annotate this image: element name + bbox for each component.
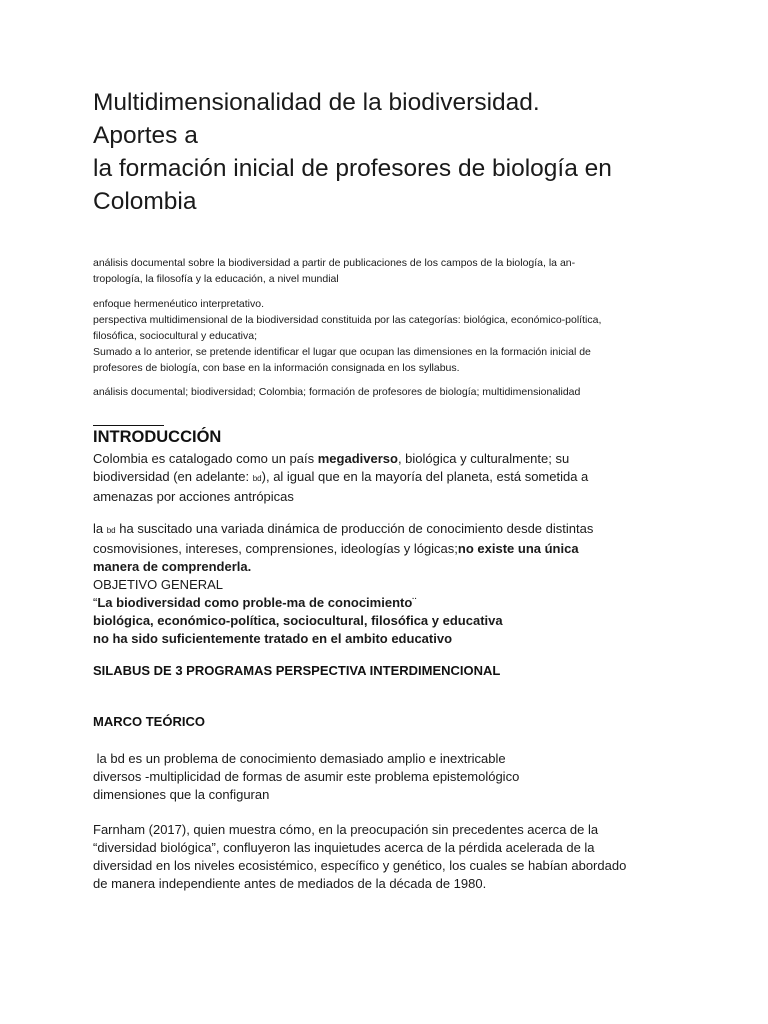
keywords-line: análisis documental; biodiversidad; Colombia; formación de profesores de biología; multidimensionalidad: [93, 386, 581, 398]
objetivo-label: OBJETIVO GENERAL: [93, 577, 224, 592]
text-line: [93, 468, 693, 488]
abstract-line: enfoque hermenéutico interpretativo.: [93, 298, 265, 310]
document-title: [93, 86, 733, 218]
bold-run: manera de comprenderla.: [93, 559, 252, 574]
bold-run: no existe una única: [457, 541, 579, 556]
text-line: [93, 594, 693, 612]
text-run: Colombia es catalogado como un país: [93, 451, 318, 466]
text-run: ha suscitado una variada dinámica de producción de conocimiento desde distintas: [115, 521, 594, 536]
text-line: [93, 558, 693, 576]
abstract-line: filosófica, sociocultural y educativa;: [93, 330, 257, 342]
bold-run: megadiverso: [317, 451, 398, 466]
abbrev-run: bd: [106, 526, 116, 535]
title-line-1: Multidimensionalidad de la biodiversidad.: [93, 89, 540, 116]
marco-paragraph-2: [93, 821, 693, 893]
text-line: “diversidad biológica”, confluyeron las inquietudes acerca de la pérdida acelerada de la: [93, 840, 595, 855]
bold-run: La biodiversidad como proble-ma de conocimiento: [97, 595, 413, 610]
text-line: [93, 540, 693, 558]
text-run: ), al igual que en la mayoría del planeta, está sometida a: [261, 469, 589, 484]
text-line: [93, 612, 693, 630]
text-line: diversidad en los niveles ecosistémico, específico y genético, los cuales se habían abordado: [93, 858, 627, 873]
abbrev-run: bd: [252, 474, 262, 483]
section-divider: [93, 425, 164, 426]
abstract-paragraph-2: [93, 296, 693, 376]
text-run: “: [93, 595, 98, 610]
abstract-line: profesores de biología, con base en la información consignada en los syllabus.: [93, 362, 460, 374]
intro-paragraph-2: [93, 520, 693, 648]
intro-paragraph-1: [93, 450, 693, 506]
text-run: ¨: [412, 595, 417, 610]
bold-run: biológica, económico-política, sociocultural, filosófica y educativa: [93, 613, 503, 628]
text-line: [93, 450, 693, 468]
text-run: biodiversidad (en adelante:: [93, 469, 253, 484]
bold-run: no ha sido suficientemente tratado en el ambito educativo: [93, 631, 453, 646]
text-run: cosmovisiones, intereses, comprensiones, ideologías y lógicas;: [93, 541, 458, 556]
abstract-line: tropología, la filosofía y la educación, a nivel mundial: [93, 273, 339, 285]
text-line: dimensiones que la configuran: [93, 787, 270, 802]
text-run: , biológica y culturalmente; su: [397, 451, 570, 466]
text-line: diversos -multiplicidad de formas de asumir este problema epistemológico: [93, 769, 520, 784]
text-line: de manera independiente antes de mediados de la década de 1980.: [93, 876, 487, 891]
title-line-2: Aportes a: [93, 122, 198, 149]
marco-heading: MARCO TEÓRICO: [93, 714, 205, 729]
marco-paragraph-1: [93, 750, 693, 804]
text-line: la bd es un problema de conocimiento demasiado amplio e inextricable: [93, 751, 506, 766]
silabus-heading: SILABUS DE 3 PROGRAMAS PERSPECTIVA INTERDIMENCIONAL: [93, 663, 501, 678]
text-line: Farnham (2017), quien muestra cómo, en la preocupación sin precedentes acerca de la: [93, 822, 599, 837]
abstract-line: Sumado a lo anterior, se pretende identificar el lugar que ocupan las dimensiones en la formación inicial de: [93, 346, 591, 358]
abstract-paragraph-1: [93, 255, 693, 287]
intro-heading: INTRODUCCIÓN: [93, 428, 222, 446]
text-line: [93, 630, 693, 648]
abstract-line: perspectiva multidimensional de la biodiversidad constituida por las categorías: biológica, económico-política,: [93, 314, 602, 326]
title-line-3: la formación inicial de profesores de biología en: [93, 155, 612, 182]
title-line-4: Colombia: [93, 188, 197, 215]
text-line: [93, 520, 693, 540]
text-run: la: [93, 521, 107, 536]
abstract-line: análisis documental sobre la biodiversidad a partir de publicaciones de los campos de la biología, la an-: [93, 257, 576, 269]
text-line: amenazas por acciones antrópicas: [93, 489, 294, 504]
keywords: [93, 384, 693, 400]
